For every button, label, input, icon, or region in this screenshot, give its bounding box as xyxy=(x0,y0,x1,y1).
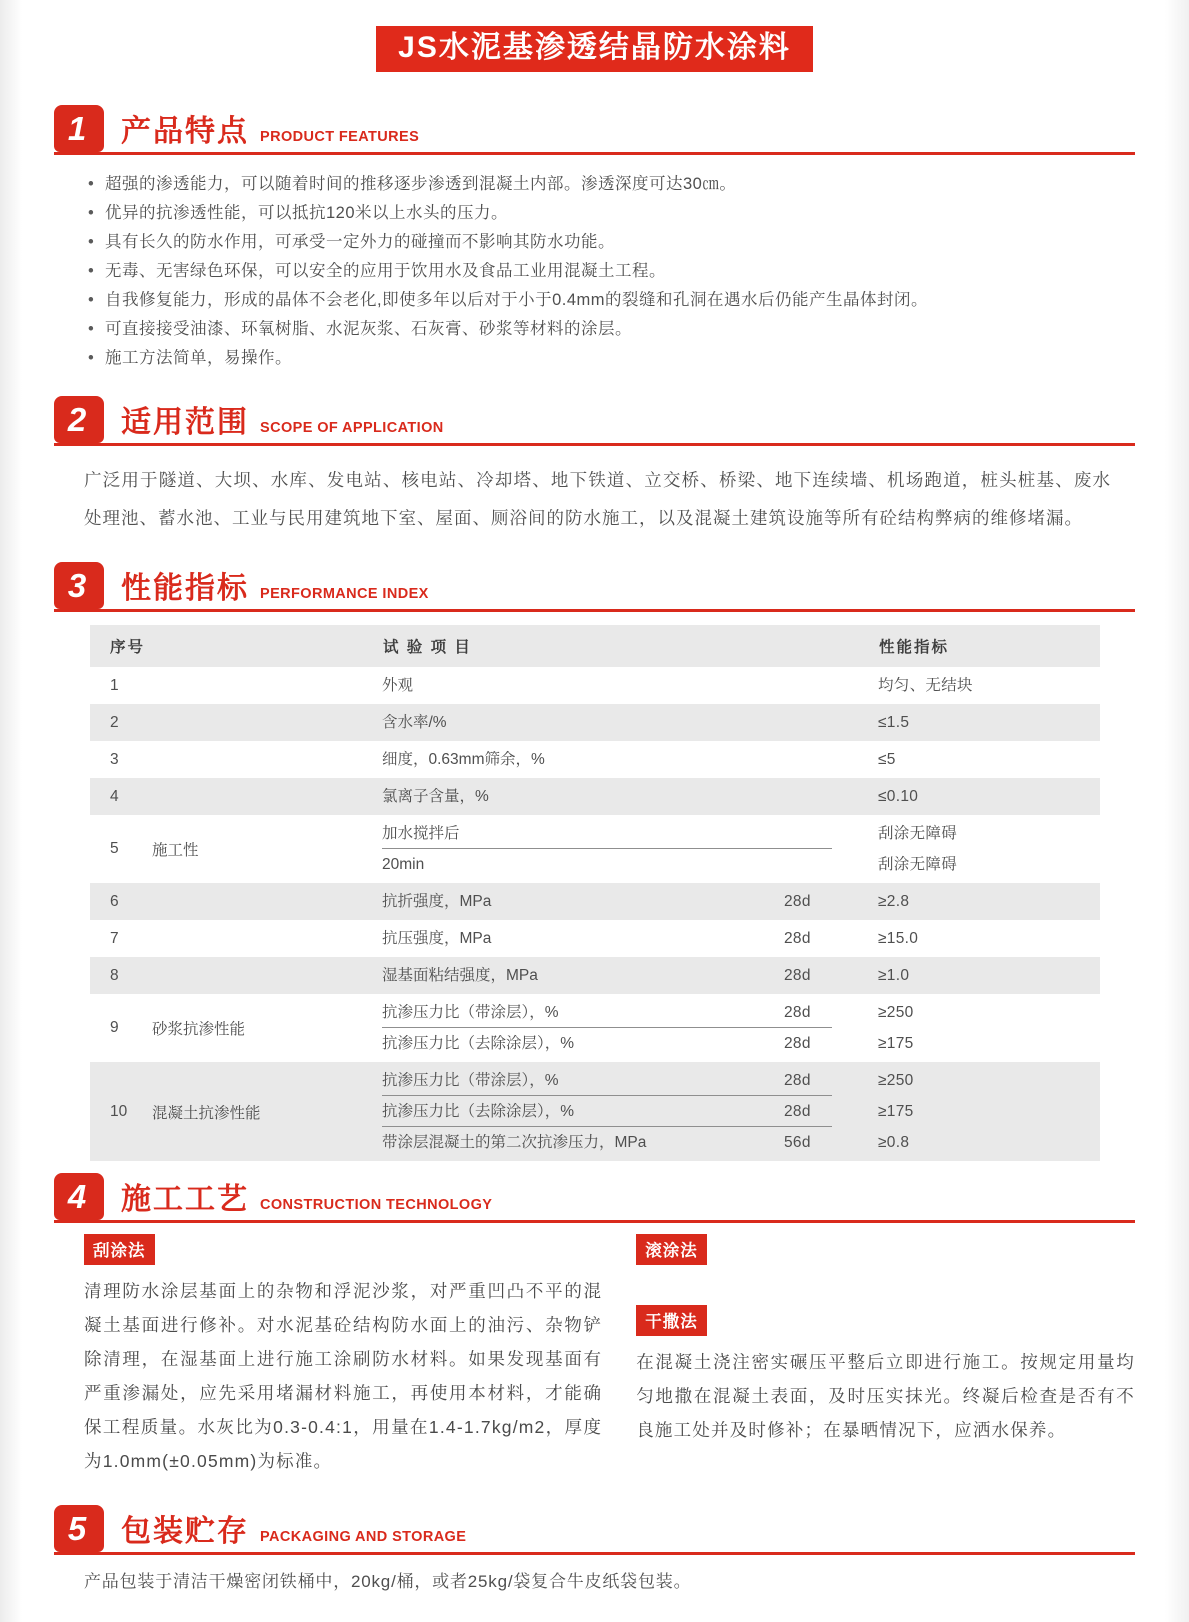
cell-value: ≥0.8 xyxy=(878,1134,910,1151)
method-badge-roll: 滚涂法 xyxy=(636,1234,707,1265)
cell-no: 4 xyxy=(110,787,119,805)
spacer xyxy=(636,1265,1135,1305)
cell-age xyxy=(784,849,878,880)
cell-group xyxy=(146,741,382,778)
cell-age: 28d xyxy=(784,1072,811,1089)
feature-text: 优异的抗渗透性能，可以抵抗120米以上水头的压力。 xyxy=(105,204,509,222)
cell-value: ≥250 xyxy=(878,1004,914,1021)
method-scrape-column xyxy=(84,1234,602,1478)
scope-paragraph: 广泛用于隧道、大坝、水库、发电站、核电站、冷却塔、地下铁道、立交桥、桥梁、地下连续墙、机场跑道，桩头桩基、废水处理池、蓄水池、工业与民用建筑地下室、屋面、厕浴间的防水施工，以及混凝土建筑设施等所有砼结构弊病的维修堵漏。 xyxy=(84,470,1111,528)
section-subtitle: PRODUCT FEATURES xyxy=(260,129,420,145)
col-header-age xyxy=(784,625,878,667)
cell-test: 细度，0.63mm筛余，% xyxy=(382,751,545,768)
cell-test: 含水率/% xyxy=(382,714,447,731)
cell-test: 氯离子含量，% xyxy=(382,788,489,805)
cell-age: 28d xyxy=(784,1035,811,1052)
bullet-icon: • xyxy=(88,262,95,280)
cell-age xyxy=(784,707,878,738)
cell-value: ≥250 xyxy=(878,1072,914,1089)
section-subtitle: SCOPE OF APPLICATION xyxy=(260,420,444,436)
table-row xyxy=(90,815,1100,883)
cell-group: 砂浆抗渗性能 xyxy=(152,1021,246,1038)
section-number-badge: 5 xyxy=(54,1505,104,1552)
cell-value: 均匀、无结块 xyxy=(878,677,973,694)
section-number-badge: 4 xyxy=(54,1173,104,1220)
performance-table xyxy=(90,625,1100,1161)
feature-text: 施工方法简单，易操作。 xyxy=(105,349,292,367)
table-row xyxy=(90,957,1100,994)
cell-value: ≥175 xyxy=(878,1103,914,1120)
cell-test: 湿基面粘结强度，MPa xyxy=(382,967,538,984)
title-banner: JS水泥基渗透结晶防水涂料 xyxy=(376,26,813,72)
section-header-product-features xyxy=(54,105,1135,155)
section-number-badge: 2 xyxy=(54,396,104,443)
cell-no: 2 xyxy=(110,713,119,731)
cell-group xyxy=(146,704,382,741)
feature-item xyxy=(86,228,1111,257)
section-header-construction xyxy=(54,1173,1135,1223)
construction-methods xyxy=(54,1234,1135,1478)
packaging-paragraph: 产品包装于清洁干燥密闭铁桶中，20kg/桶，或者25kg/袋复合牛皮纸袋包装。 xyxy=(84,1572,692,1591)
cell-age xyxy=(784,781,878,812)
section-title: 施工工艺 xyxy=(121,1183,249,1216)
section-title: 产品特点 xyxy=(121,115,249,148)
cell-test: 抗渗压力比（带涂层），% xyxy=(382,997,832,1028)
section-number-badge: 1 xyxy=(54,105,104,152)
cell-value: ≥175 xyxy=(878,1035,914,1052)
bullet-icon: • xyxy=(88,204,95,222)
cell-value: 刮涂无障碍 xyxy=(878,856,958,873)
table-row xyxy=(90,920,1100,957)
method-right-column xyxy=(636,1234,1135,1478)
cell-group: 混凝土抗渗性能 xyxy=(152,1104,261,1122)
col-header-no: 序号 xyxy=(110,639,146,656)
cell-no: 1 xyxy=(110,676,119,694)
method-scrape-text: 清理防水涂层基面上的杂物和浮泥沙浆，对严重凹凸不平的混凝土基面进行修补。对水泥基砼结构防水面上的油污、杂物铲除清理，在湿基面上进行施工涂刷防水材料。如果发现基面有严重渗漏处，应先采用堵漏材料施工，再使用本材料，才能确保工程质量。水灰比为0.3-0.4:1，用量在1.4-1.7kg/m2，厚度为1.0mm(±0.05mm)为标准。 xyxy=(84,1281,603,1471)
section-subtitle: PACKAGING AND STORAGE xyxy=(260,1529,467,1545)
cell-no: 5 xyxy=(110,840,119,857)
bullet-icon: • xyxy=(88,233,95,251)
cell-test: 抗渗压力比（去除涂层），% xyxy=(382,1035,575,1052)
section-header-scope xyxy=(54,396,1135,446)
cell-group: 施工性 xyxy=(152,842,199,859)
cell-group xyxy=(146,883,382,920)
col-header-item: 试 验 项 目 xyxy=(383,639,472,656)
cell-age: 28d xyxy=(784,1103,811,1120)
cell-age: 28d xyxy=(784,930,811,947)
cell-test: 抗压强度，MPa xyxy=(382,930,492,947)
cell-group xyxy=(146,667,382,704)
method-badge-dry: 干撒法 xyxy=(636,1305,707,1336)
method-dry-text: 在混凝土浇注密实碾压平整后立即进行施工。按规定用量均匀地撒在混凝土表面，及时压实抹光。终凝后检查是否有不良施工处并及时修补；在暴晒情况下，应洒水保养。 xyxy=(636,1352,1135,1440)
cell-test: 抗渗压力比（带涂层），% xyxy=(382,1065,832,1096)
cell-test: 带涂层混凝土的第二次抗渗压力，MPa xyxy=(382,1134,647,1151)
cell-test: 加水搅拌后 xyxy=(382,818,832,849)
cell-age xyxy=(784,670,878,701)
feature-item xyxy=(86,286,1111,315)
cell-no: 8 xyxy=(110,966,119,984)
section-title: 适用范围 xyxy=(121,406,249,439)
section-number-badge: 3 xyxy=(54,562,104,609)
section-header-performance xyxy=(54,562,1135,612)
cell-no: 3 xyxy=(110,750,119,768)
feature-item xyxy=(86,344,1111,373)
cell-value: ≤0.10 xyxy=(878,788,919,805)
cell-value: ≥2.8 xyxy=(878,893,910,910)
table-row xyxy=(90,994,1100,1062)
cell-age: 56d xyxy=(784,1134,811,1151)
feature-text: 超强的渗透能力，可以随着时间的推移逐步渗透到混凝土内部。渗透深度可达30㎝。 xyxy=(105,175,737,193)
cell-test: 抗折强度，MPa xyxy=(382,893,492,910)
feature-item xyxy=(86,315,1111,344)
cell-test: 20min xyxy=(382,856,425,873)
feature-text: 无毒、无害绿色环保，可以安全的应用于饮用水及食品工业用混凝土工程。 xyxy=(105,262,666,280)
table-header-row xyxy=(90,625,1100,667)
cell-value: ≥15.0 xyxy=(878,930,919,947)
cell-test: 外观 xyxy=(382,677,414,694)
table-row xyxy=(90,741,1100,778)
table-row xyxy=(90,778,1100,815)
feature-item xyxy=(86,199,1111,228)
feature-item xyxy=(86,257,1111,286)
bullet-icon: • xyxy=(88,320,95,338)
table-row xyxy=(90,667,1100,704)
cell-value: ≤1.5 xyxy=(878,714,910,731)
cell-value: 刮涂无障碍 xyxy=(878,825,958,842)
feature-text: 可直接接受油漆、环氧树脂、水泥灰浆、石灰膏、砂浆等材料的涂层。 xyxy=(105,320,632,338)
cell-group xyxy=(146,920,382,957)
cell-group xyxy=(146,957,382,994)
bullet-icon: • xyxy=(88,175,95,193)
cell-age: 28d xyxy=(784,1004,811,1021)
cell-no: 9 xyxy=(110,1019,119,1036)
section-subtitle: CONSTRUCTION TECHNOLOGY xyxy=(260,1197,493,1213)
table-row xyxy=(90,704,1100,741)
cell-value: ≥1.0 xyxy=(878,967,910,984)
table-row xyxy=(90,1062,1100,1161)
cell-age: 28d xyxy=(784,967,811,984)
cell-no: 10 xyxy=(110,1102,128,1120)
col-header-index: 性能指标 xyxy=(879,639,950,656)
feature-item xyxy=(86,170,1111,199)
cell-group xyxy=(146,778,382,815)
cell-test: 抗渗压力比（去除涂层），% xyxy=(382,1096,832,1127)
col-header-group xyxy=(146,625,382,667)
feature-text: 自我修复能力，形成的晶体不会老化,即使多年以后对于小于0.4mm的裂缝和孔洞在遇水后仍能产生晶体封闭。 xyxy=(105,291,929,309)
feature-text: 具有长久的防水作用，可承受一定外力的碰撞而不影响其防水功能。 xyxy=(105,233,615,251)
cell-value: ≤5 xyxy=(878,751,896,768)
feature-list xyxy=(86,170,1111,373)
cell-no: 7 xyxy=(110,929,119,947)
bullet-icon: • xyxy=(88,349,95,367)
cell-age: 28d xyxy=(784,893,811,910)
method-badge-scrape: 刮涂法 xyxy=(84,1234,155,1265)
section-subtitle: PERFORMANCE INDEX xyxy=(260,586,429,602)
section-title: 包装贮存 xyxy=(121,1515,249,1548)
table-row xyxy=(90,883,1100,920)
section-title: 性能指标 xyxy=(121,572,249,605)
bullet-icon: • xyxy=(88,291,95,309)
cell-age xyxy=(784,744,878,775)
cell-age xyxy=(784,818,878,849)
cell-no: 6 xyxy=(110,892,119,910)
section-header-packaging xyxy=(54,1505,1135,1555)
